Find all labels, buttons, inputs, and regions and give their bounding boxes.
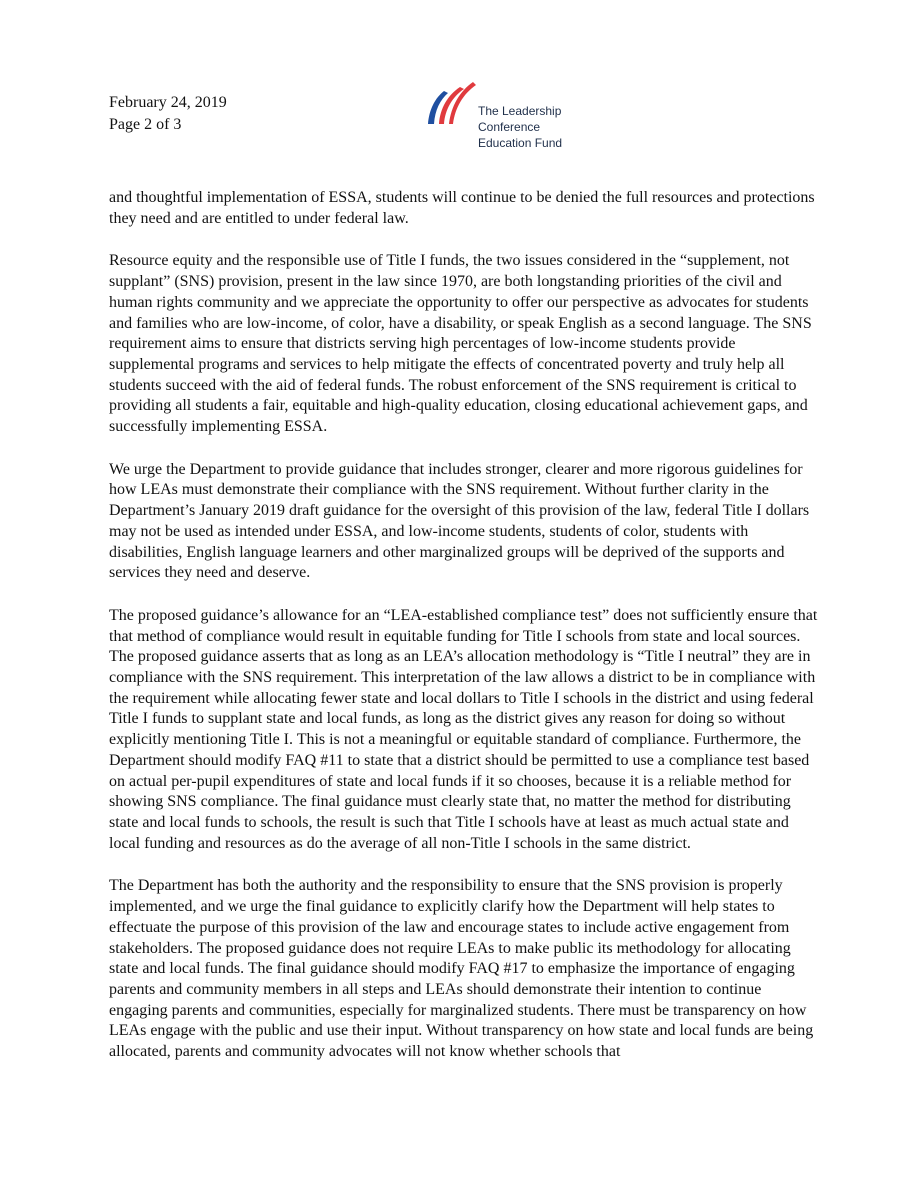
- logo-line-1: The Leadership: [478, 104, 562, 118]
- body-paragraph: The Department has both the authority and the responsibility to ensure that the SNS provision is properly implemented, and we urge the final guidance to explicitly clarify how the Department will help states to effectuate the purpose of this provision of the law and encourage states to include active engagement from stakeholders. The proposed guidance does not require LEAs to make public its methodology for allocating state and local funds. The final guidance should modify FAQ #17 to emphasize the importance of engaging parents and community members in all steps and LEAs should demonstrate their intention to continue engaging parents and communities, especially for marginalized students. There must be transparency on how LEAs engage with the public and use their input. Without transparency on how state and local funds are being allocated, parents and community advocates will not know whether schools that: [109, 877, 814, 1061]
- organization-logo: [424, 74, 594, 154]
- letter-date: February 24, 2019: [109, 94, 227, 111]
- body-paragraph: The proposed guidance’s allowance for an “LEA-established compliance test” does not sufficiently ensure that that method of compliance would result in equitable funding for Title I schools from state and local sources. The proposed guidance asserts that as long as an LEA’s allocation methodology is “Title I neutral” they are in compliance with the SNS requirement. This interpretation of the law allows a district to be in compliance with the requirement while allocating fewer state and local dollars to Title I schools in the district and using federal Title I funds to supplant state and local funds, as long as the district gives any reason for doing so without explicitly mentioning Title I. This is not a meaningful or equitable standard of compliance. Furthermore, the Department should modify FAQ #11 to state that a district should be permitted to use a compliance test based on actual per-pupil expenditures of state and local funds if it so chooses, because it is a reliable method for showing SNS compliance. The final guidance must clearly state that, no matter the method for distributing state and local funds to schools, the result is such that Title I schools have at least as much actual state and local funding and resources as do the average of all non-Title I schools in the same district.: [109, 606, 818, 852]
- letter-header: [109, 92, 227, 136]
- logo-line-2: Conference: [478, 120, 541, 134]
- body-paragraph: Resource equity and the responsible use of Title I funds, the two issues considered in the “supplement, not supplant” (SNS) provision, present in the law since 1970, are both longstanding priorities of the civil and human rights community and we appreciate the opportunity to offer our perspective as advocates for students and families who are low-income, of color, have a disability, or speak English as a second language. The SNS requirement aims to ensure that districts serving high percentages of low-income students provide supplemental programs and services to help mitigate the effects of concentrated poverty and truly help all students succeed with the aid of federal funds. The robust enforcement of the SNS requirement is critical to providing all students a fair, equitable and high-quality education, closing educational achievement gaps, and successfully implementing ESSA.: [109, 252, 812, 436]
- body-paragraph: and thoughtful implementation of ESSA, students will continue to be denied the full resources and protections they need and are entitled to under federal law.: [109, 189, 815, 227]
- logo-wordmark: [478, 103, 562, 151]
- page-number: Page 2 of 3: [109, 116, 182, 133]
- body-paragraph: We urge the Department to provide guidance that includes stronger, clearer and more rigorous guidelines for how LEAs must demonstrate their compliance with the SNS requirement. Without further clarity in the Department’s January 2019 draft guidance for the oversight of this provision of the law, federal Title I dollars may not be used as intended under ESSA, and low-income students, students of color, students with disabilities, English language learners and other marginalized groups will be deprived of the supports and services they need and deserve.: [109, 460, 810, 582]
- logo-arcs-icon: [424, 74, 480, 130]
- logo-line-3: Education Fund: [478, 136, 563, 150]
- letter-body: [109, 188, 821, 1085]
